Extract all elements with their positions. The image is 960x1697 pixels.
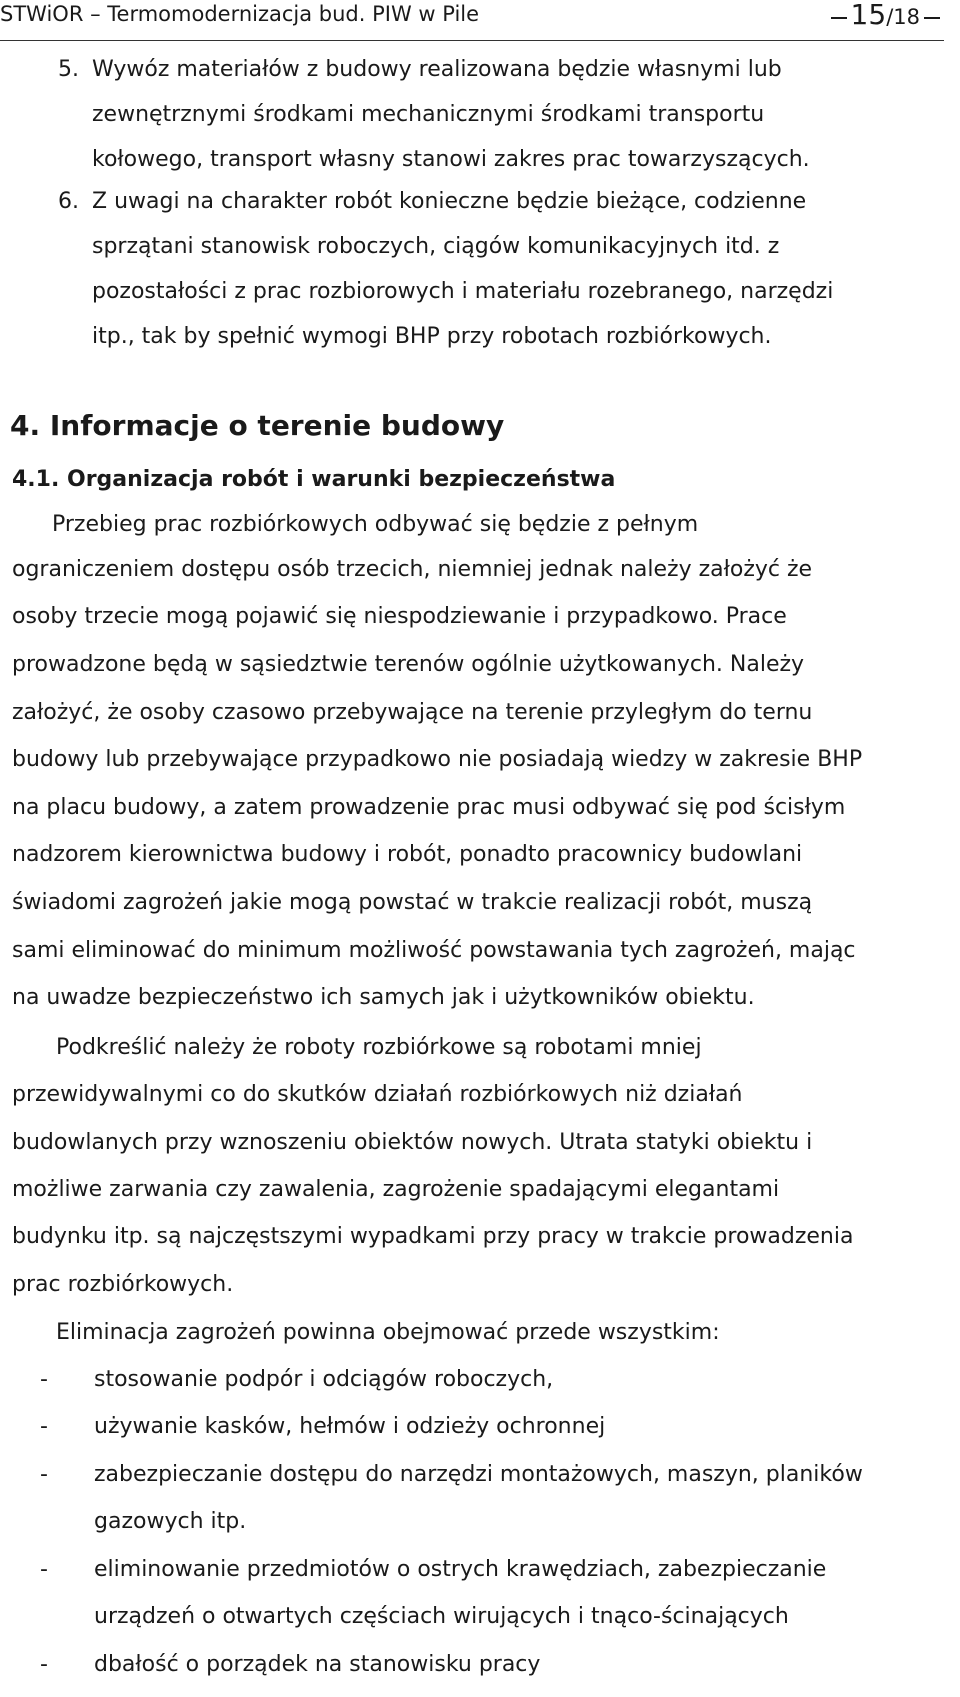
paragraph-line: Eliminacja zagrożeń powinna obejmować przede wszystkim: [56, 1320, 720, 1345]
bullet-marker: - [40, 1462, 48, 1487]
paragraph-line: świadomi zagrożeń jakie mogą powstać w trakcie realizacji robót, muszą [12, 890, 813, 915]
dash-left [831, 17, 847, 19]
bullet-marker: - [40, 1557, 48, 1582]
paragraph-line: ograniczeniem dostępu osób trzecich, niemniej jednak należy założyć że [12, 557, 813, 582]
bullet-line: używanie kasków, hełmów i odzieży ochronnej [94, 1414, 606, 1439]
header-title: STWiOR – Termomodernizacja bud. PIW w Pile [0, 2, 480, 26]
paragraph-line: na uwadze bezpieczeństwo ich samych jak i użytkowników obiektu. [12, 985, 755, 1010]
list-item-line: Wywóz materiałów z budowy realizowana będzie własnymi lub [92, 57, 782, 82]
paragraph-line: możliwe zarwania czy zawalenia, zagrożenie spadającymi elegantami [12, 1177, 780, 1202]
list-item-line: kołowego, transport własny stanowi zakres prac towarzyszących. [92, 147, 810, 172]
paragraph-line: prowadzone będą w sąsiedztwie terenów ogólnie użytkowanych. Należy [12, 652, 805, 677]
section-heading: 4. Informacje o terenie budowy [10, 409, 505, 442]
bullet-line: gazowych itp. [94, 1509, 247, 1534]
bullet-marker: - [40, 1652, 48, 1677]
paragraph-line: Podkreślić należy że roboty rozbiórkowe są robotami mniej [56, 1035, 702, 1060]
subsection-heading: 4.1. Organizacja robót i warunki bezpieczeństwa [12, 467, 616, 492]
paragraph-line: na placu budowy, a zatem prowadzenie prac musi odbywać się pod ścisłym [12, 795, 846, 820]
list-item-line: sprzątani stanowisk roboczych, ciągów komunikacyjnych itd. z [92, 234, 780, 259]
paragraph-line: Przebieg prac rozbiórkowych odbywać się będzie z pełnym [52, 512, 699, 537]
bullet-line: dbałość o porządek na stanowisku pracy [94, 1652, 541, 1677]
page-total: 18 [893, 5, 920, 29]
paragraph-line: założyć, że osoby czasowo przebywające na terenie przyległym do ternu [12, 700, 813, 725]
paragraph-line: przewidywalnymi co do skutków działań rozbiórkowych niż działań [12, 1082, 743, 1107]
paragraph-line: budowy lub przebywające przypadkowo nie posiadają wiedzy w zakresie BHP [12, 747, 863, 772]
list-item-line: Z uwagi na charakter robót konieczne będzie bieżące, codzienne [92, 189, 807, 214]
bullet-line: eliminowanie przedmiotów o ostrych krawędziach, zabezpieczanie [94, 1557, 827, 1582]
list-number: 5. [58, 57, 79, 82]
paragraph-line: sami eliminować do minimum możliwość powstawania tych zagrożeń, mając [12, 938, 856, 963]
paragraph-line: nadzorem kierownictwa budowy i robót, ponadto pracownicy budowlani [12, 842, 803, 867]
page-current: 15 [850, 0, 887, 31]
paragraph-line: budynku itp. są najczęstszymi wypadkami przy pracy w trakcie prowadzenia [12, 1224, 854, 1249]
dash-right [924, 17, 940, 19]
page-header [0, 0, 944, 41]
bullet-line: urządzeń o otwartych częściach wirujących i tnąco-ścinających [94, 1604, 789, 1629]
list-item-line: zewnętrznymi środkami mechanicznymi środkami transportu [92, 102, 765, 127]
page-separator: / [886, 5, 894, 29]
list-item-line: pozostałości z prac rozbiorowych i materiału rozebranego, narzędzi [92, 279, 834, 304]
list-number: 6. [58, 189, 79, 214]
paragraph-line: budowlanych przy wznoszeniu obiektów nowych. Utrata statyki obiektu i [12, 1130, 813, 1155]
paragraph-line: osoby trzecie mogą pojawić się niespodziewanie i przypadkowo. Prace [12, 604, 787, 629]
page-number [827, 0, 944, 31]
bullet-marker: - [40, 1414, 48, 1439]
paragraph-line: prac rozbiórkowych. [12, 1272, 234, 1297]
bullet-line: stosowanie podpór i odciągów roboczych, [94, 1367, 554, 1392]
list-item-line: itp., tak by spełnić wymogi BHP przy robotach rozbiórkowych. [92, 324, 772, 349]
bullet-line: zabezpieczanie dostępu do narzędzi montażowych, maszyn, planików [94, 1462, 863, 1487]
bullet-marker: - [40, 1367, 48, 1392]
